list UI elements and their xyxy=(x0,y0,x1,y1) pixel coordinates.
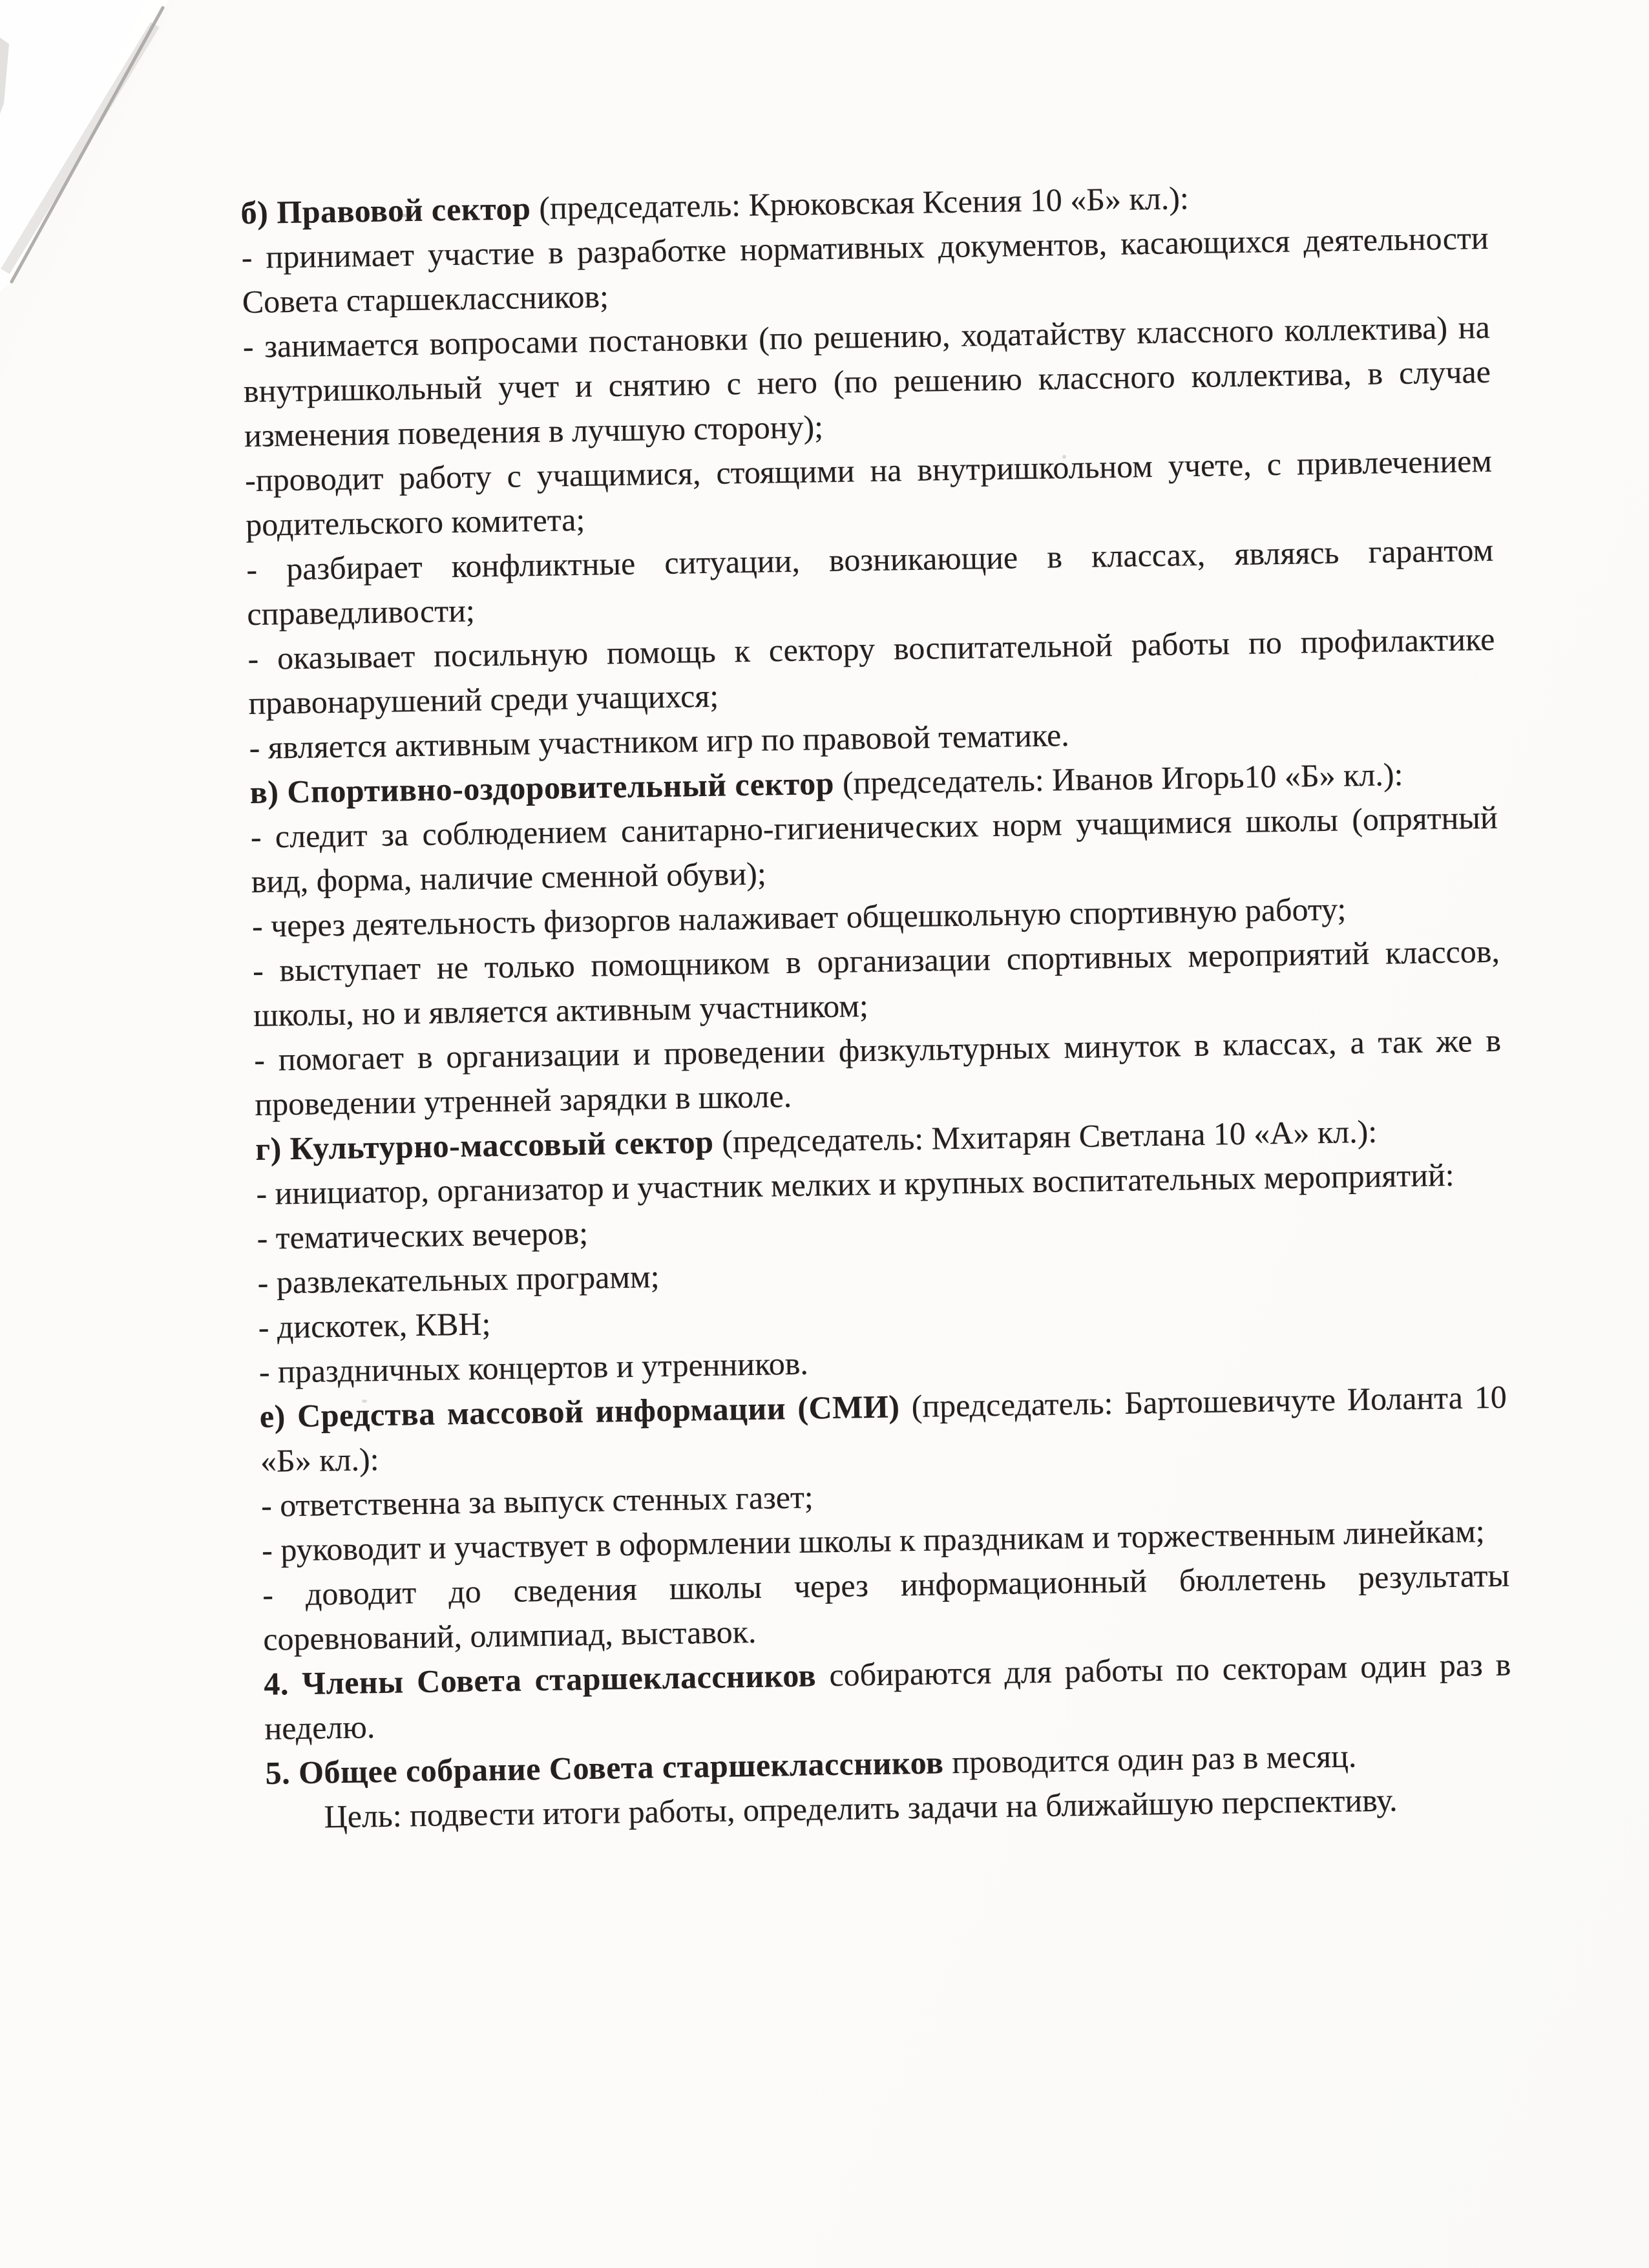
document-text xyxy=(240,171,1513,1840)
paragraph-body: - праздничных концертов и утренников. xyxy=(258,1345,809,1390)
paragraph-body: (председатель: Иванов Игорь10 «Б» кл.): xyxy=(842,756,1403,801)
paragraph-lead: г) Культурно-массовый сектор xyxy=(255,1123,722,1167)
paragraph-body: проводится один раз в месяц. xyxy=(951,1738,1357,1781)
paragraph-lead: е) Средства массовой информации (СМИ) xyxy=(259,1388,912,1434)
paragraph-body: - оказывает посильную помощь к сектору воспитательной работы по профилактике правонарушений среди учащихся; xyxy=(247,620,1495,722)
paragraph-body: -проводит работу с учащимися, стоящими на внутришкольном учете, с привлечением родительского комитета; xyxy=(244,442,1493,543)
paragraph-body: - принимает участие в разработке нормативных документов, касающихся деятельности Совета старшеклассников; xyxy=(241,219,1489,320)
paragraph-body: (председатель: Бартошевичуте Иоланта 10 «Б» кл.): xyxy=(260,1378,1507,1479)
page-corner-fold xyxy=(0,0,220,310)
paragraph-body: - развлекательных программ; xyxy=(257,1258,660,1301)
paragraph-body: - инициатор, организатор и участник мелких и крупных воспитательных мероприятий: xyxy=(256,1156,1455,1212)
paragraph xyxy=(242,305,1491,458)
paragraph-body: - разбирает конфликтные ситуации, возникающие в классах, являясь гарантом справедливости; xyxy=(246,531,1494,633)
paragraph-body: - занимается вопросами постановки (по решению, ходатайству классного коллектива) на внутришкольный учет и снятию с него (по решению классного коллектива, в случае изменения поведения в лучшую сторону); xyxy=(242,308,1491,454)
paragraph-lead: в) Спортивно-оздоровительный сектор xyxy=(249,764,843,811)
paragraph-body: - выступает не только помощником в организации спортивных мероприятий классов, школы, но и является активным участником; xyxy=(252,932,1500,1033)
paragraph-body: - доводит до сведения школы через информационный бюллетень результаты соревнований, олимпиад, выставок. xyxy=(262,1557,1510,1657)
paragraph-body: - помогает в организации и проведении физкультурных минуток в классах, а так же в проведении утренней зарядки в школе. xyxy=(253,1022,1502,1122)
paragraph-body: (председатель: Мхитарян Светлана 10 «А» кл.): xyxy=(721,1113,1378,1160)
paragraph-lead: 5. Общее собрание Совета старшеклассников xyxy=(265,1744,952,1791)
paragraph-body: Цель: подвести итоги работы, определить задачи на ближайшую перспективу. xyxy=(324,1781,1398,1835)
paragraph-body: - дискотек, КВН; xyxy=(258,1305,491,1345)
paragraph-body: - следит за соблюдением санитарно-гигиенических норм учащимися школы (опрятный вид, форма, наличие сменной обуви); xyxy=(250,799,1498,900)
paragraph-body: - ответственна за выпуск стенных газет; xyxy=(260,1478,814,1524)
paragraph-body: собираются для работы по секторам один раз в неделю. xyxy=(264,1646,1511,1747)
paragraph-body: - тематических вечеров; xyxy=(257,1214,589,1256)
paragraph-body: (председатель: Крюковская Ксения 10 «Б» кл.): xyxy=(538,180,1190,226)
paragraph-lead: 4. Члены Совета старшеклассников xyxy=(263,1657,830,1702)
paragraph-body: - является активным участником игр по правовой тематике. xyxy=(249,717,1070,766)
paragraph-lead: б) Правовой сектор xyxy=(240,189,540,231)
paragraph-body: - руководит и участвует в оформлении школы к праздникам и торжественным линейкам; xyxy=(261,1513,1486,1568)
paragraph-body: - через деятельность физоргов налаживает общешкольную спортивную работу; xyxy=(251,890,1347,945)
